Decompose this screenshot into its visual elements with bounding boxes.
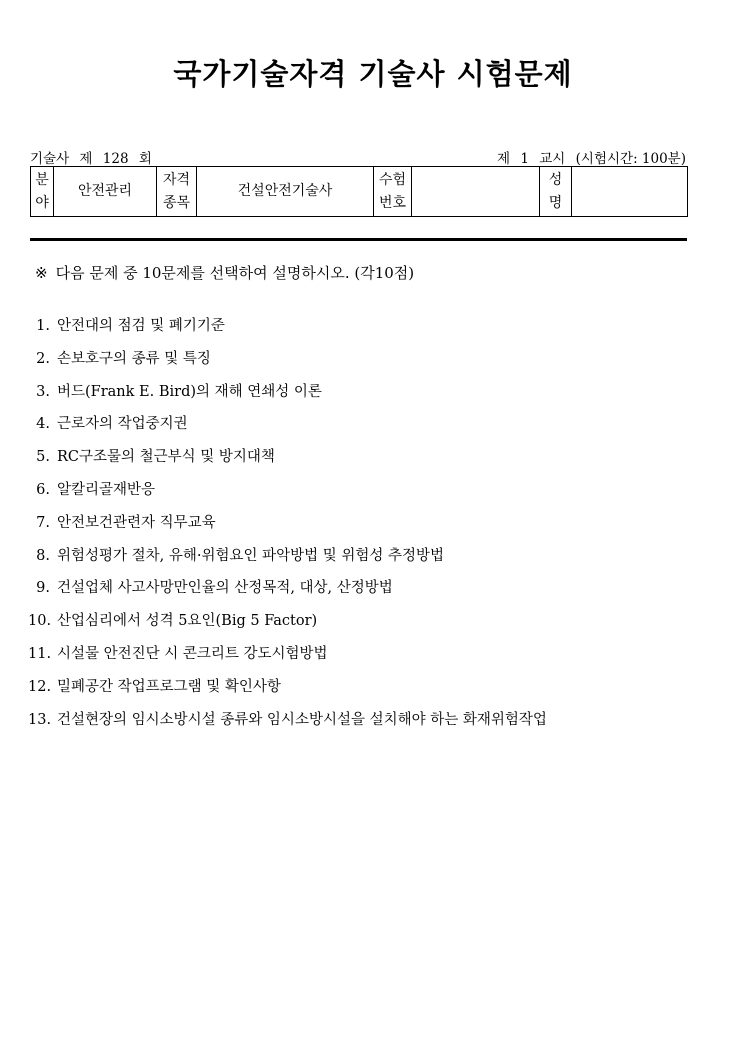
question-number: 10.	[28, 613, 52, 630]
question-number: 3.	[36, 383, 50, 400]
exam-session-number: 1	[520, 151, 529, 167]
question-text: 위험성평가 절차, 유해·위험요인 파악방법 및 위험성 추정방법	[57, 547, 445, 564]
exam-number-label-cell	[374, 167, 412, 217]
name-label-line2: 명	[548, 194, 563, 211]
question-number: 7.	[36, 514, 50, 531]
question-text: 버드(Frank E. Bird)의 재해 연쇄성 이론	[57, 383, 322, 400]
question-number: 4.	[36, 416, 50, 433]
field-label-line1: 분	[35, 171, 49, 188]
question-item	[28, 545, 708, 578]
field-label-line2: 야	[35, 194, 49, 211]
name-field[interactable]	[572, 167, 688, 217]
document-title: 국가기술자격 기술사 시험문제	[173, 57, 573, 91]
field-value: 안전관리	[54, 167, 157, 217]
question-number: 1.	[36, 318, 50, 334]
question-text: 시설물 안전진단 시 콘크리트 강도시험방법	[57, 645, 328, 662]
exam-info-table	[30, 166, 688, 217]
exam-session	[497, 147, 686, 167]
question-text: 손보호구의 종류 및 특징	[57, 350, 211, 367]
question-item	[28, 315, 708, 348]
question-item	[28, 577, 708, 610]
question-number: 2.	[36, 350, 50, 367]
question-item	[28, 413, 708, 446]
exam-round-number: 128	[102, 151, 129, 167]
question-item	[28, 446, 708, 479]
exam-grade: 기술사	[30, 151, 70, 167]
instruction	[35, 262, 414, 283]
exam-number-label-line2: 번호	[378, 194, 407, 211]
question-text: 근로자의 작업중지권	[57, 416, 188, 433]
exam-session-suffix: 교시	[539, 151, 566, 167]
question-number: 9.	[36, 580, 50, 597]
exam-number-field[interactable]	[412, 167, 540, 217]
exam-round-prefix: 제	[79, 151, 93, 167]
question-text: 건설현장의 임시소방시설 종류와 임시소방시설을 설치해야 하는 화재위험작업	[57, 711, 547, 728]
question-text: 밀폐공간 작업프로그램 및 확인사항	[57, 678, 281, 695]
exam-round	[30, 147, 158, 167]
question-text: 산업심리에서 성격 5요인(Big 5 Factor)	[57, 613, 318, 630]
exam-info-line	[30, 147, 686, 165]
exam-round-suffix: 회	[138, 151, 152, 167]
exam-session-prefix: 제	[497, 151, 511, 167]
question-number: 11.	[28, 645, 52, 662]
question-item	[28, 676, 708, 709]
question-number: 6.	[36, 481, 50, 498]
qualification-label-line1: 자격	[162, 171, 191, 188]
question-text: 안전보건관련자 직무교육	[57, 514, 216, 531]
question-item	[28, 381, 708, 414]
question-item	[28, 512, 708, 545]
name-label-cell	[540, 167, 572, 217]
question-number: 5.	[36, 449, 50, 466]
instruction-text: 다음 문제 중 10문제를 선택하여 설명하시오. (각10점)	[55, 264, 415, 282]
question-item	[28, 643, 708, 676]
name-label-line1: 성	[548, 171, 563, 188]
question-number: 12.	[28, 678, 52, 695]
question-number: 8.	[36, 547, 50, 564]
question-text: 알칼리골재반응	[57, 481, 156, 498]
question-number: 13.	[28, 711, 52, 728]
qualification-value: 건설안전기술사	[197, 167, 374, 217]
exam-time: (시험시간: 100분)	[575, 151, 686, 167]
qualification-label-cell	[157, 167, 197, 217]
exam-number-label-line1: 수험	[378, 171, 407, 188]
reference-mark-icon: ※	[35, 264, 48, 282]
qualification-label-line2: 종목	[162, 194, 191, 211]
horizontal-divider	[30, 238, 687, 241]
question-item	[28, 610, 708, 643]
question-text: 건설업체 사고사망만인율의 산정목적, 대상, 산정방법	[57, 580, 393, 597]
question-item	[28, 479, 708, 512]
question-list	[28, 315, 708, 741]
field-label-cell	[31, 167, 54, 217]
question-text: RC구조물의 철근부식 및 방지대책	[57, 449, 275, 466]
question-item	[28, 348, 708, 381]
question-text: 안전대의 점검 및 폐기기준	[57, 318, 225, 334]
question-item	[28, 709, 708, 742]
